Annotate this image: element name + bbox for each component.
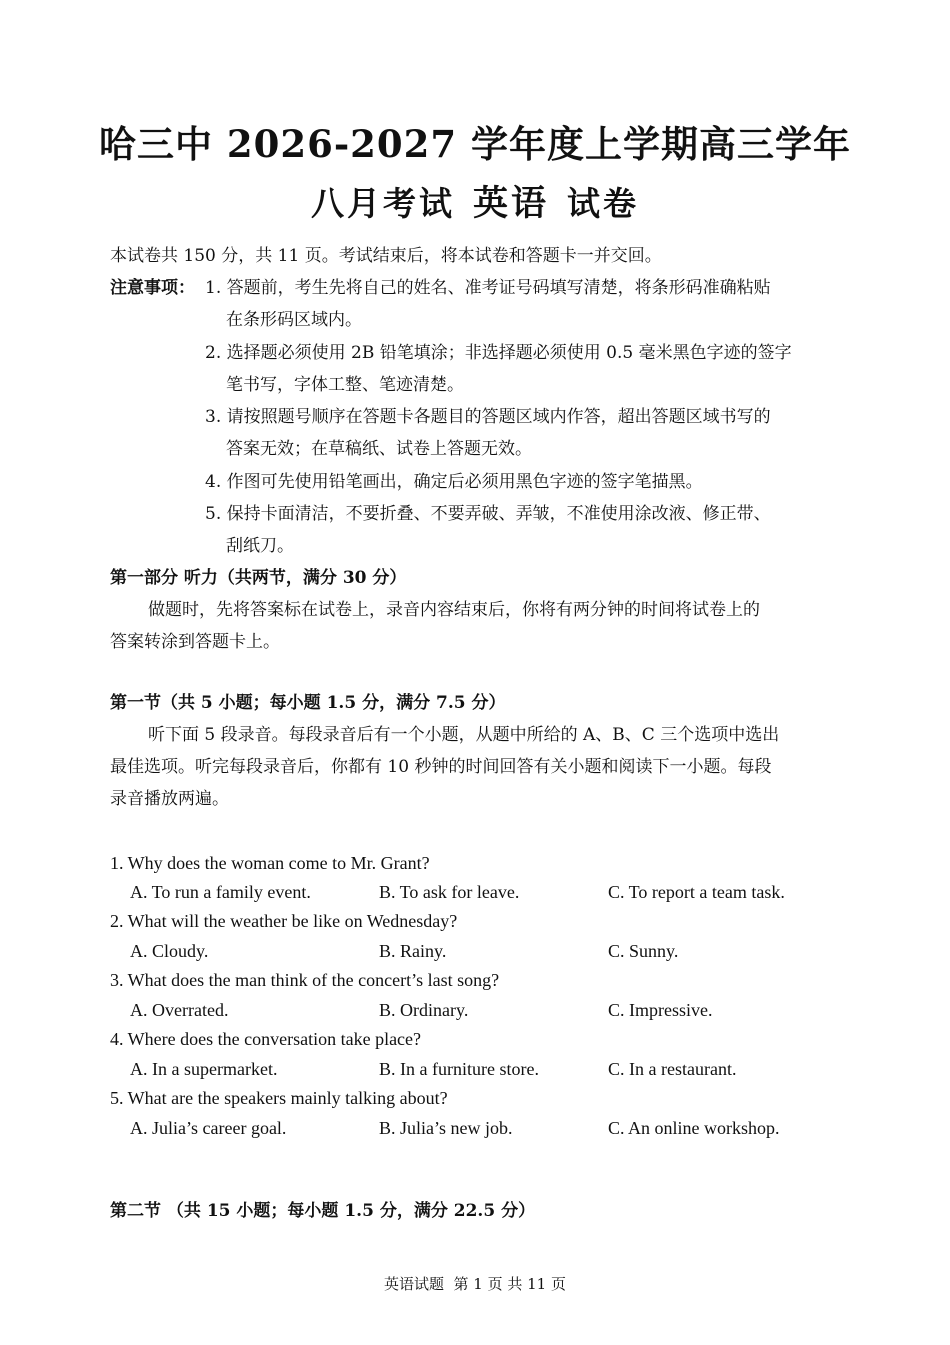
exam-title: 哈三中 2026-2027 学年度上学期高三学年 — [98, 122, 852, 166]
question-4-option-a: A. In a supermarket. — [130, 1059, 278, 1079]
subtitle-left: 八月考试 — [310, 184, 455, 223]
part1-instructions-line2: 答案转涂到答题卡上。 — [110, 632, 280, 652]
notice-item-4: 4. 作图可先使用铅笔画出，确定后必须用黑色字迹的签字笔描黑。 — [205, 472, 703, 492]
question-5-option-c: C. An online workshop. — [608, 1118, 780, 1138]
notice-label: 注意事项： — [110, 278, 195, 298]
question-3-option-c: C. Impressive. — [608, 1000, 713, 1020]
question-1-option-c: C. To report a team task. — [608, 882, 785, 902]
question-1-option-a: A. To run a family event. — [130, 882, 311, 902]
question-2: 2. What will the weather be like on Wednesday? — [110, 911, 458, 931]
section2-heading: 第二节 （共 15 小题；每小题 1.5 分，满分 22.5 分） — [110, 1201, 536, 1221]
exam-intro: 本试卷共 150 分，共 11 页。考试结束后，将本试卷和答题卡一并交回。 — [110, 246, 662, 266]
section1-heading: 第一节（共 5 小题；每小题 1.5 分，满分 7.5 分） — [110, 693, 506, 713]
question-5-option-a: A. Julia’s career goal. — [130, 1118, 287, 1138]
question-4-option-c: C. In a restaurant. — [608, 1059, 737, 1079]
question-3-option-b: B. Ordinary. — [379, 1000, 469, 1020]
notice-item-1-line2: 在条形码区域内。 — [226, 310, 362, 330]
part1-instructions-line1: 做题时，先将答案标在试卷上，录音内容结束后，你将有两分钟的时间将试卷上的 — [148, 600, 760, 620]
section1-instructions-line3: 录音播放两遍。 — [110, 789, 229, 809]
question-2-option-b: B. Rainy. — [379, 941, 447, 961]
notice-item-5-line2: 刮纸刀。 — [226, 536, 294, 556]
question-2-option-c: C. Sunny. — [608, 941, 679, 961]
question-2-option-a: A. Cloudy. — [130, 941, 209, 961]
subtitle-right: 试卷 — [567, 184, 639, 223]
part1-heading: 第一部分 听力（共两节，满分 30 分） — [110, 568, 407, 588]
notice-item-5-line1: 5. 保持卡面清洁，不要折叠、不要弄破、弄皱，不准使用涂改液、修正带、 — [205, 504, 771, 524]
notice-item-1-line1: 1. 答题前，考生先将自己的姓名、准考证号码填写清楚，将条形码准确粘贴 — [205, 278, 771, 298]
exam-subtitle — [0, 176, 950, 226]
notice-item-2-line2: 笔书写，字体工整、笔迹清楚。 — [226, 375, 464, 395]
page-footer: 英语试题 第 1 页 共 11 页 — [383, 1275, 566, 1293]
notice-item-3-line2: 答案无效；在草稿纸、试卷上答题无效。 — [226, 439, 532, 459]
subtitle-subject: 英语 — [472, 183, 549, 224]
question-4: 4. Where does the conversation take place? — [110, 1029, 422, 1049]
question-3: 3. What does the man think of the concert’s last song? — [110, 970, 500, 990]
question-5-option-b: B. Julia’s new job. — [379, 1118, 513, 1138]
notice-item-2-line1: 2. 选择题必须使用 2B 铅笔填涂；非选择题必须使用 0.5 毫米黑色字迹的签字 — [205, 343, 792, 363]
question-1-option-b: B. To ask for leave. — [379, 882, 520, 902]
question-3-option-a: A. Overrated. — [130, 1000, 229, 1020]
notice-item-3-line1: 3. 请按照题号顺序在答题卡各题目的答题区域内作答，超出答题区域书写的 — [205, 407, 771, 427]
question-4-option-b: B. In a furniture store. — [379, 1059, 539, 1079]
question-1: 1. Why does the woman come to Mr. Grant? — [110, 853, 430, 873]
section1-instructions-line2: 最佳选项。听完每段录音后，你都有 10 秒钟的时间回答有关小题和阅读下一小题。每段 — [110, 757, 772, 777]
question-5: 5. What are the speakers mainly talking about? — [110, 1088, 448, 1108]
section1-instructions-line1: 听下面 5 段录音。每段录音后有一个小题，从题中所给的 A、B、C 三个选项中选出 — [148, 725, 780, 745]
